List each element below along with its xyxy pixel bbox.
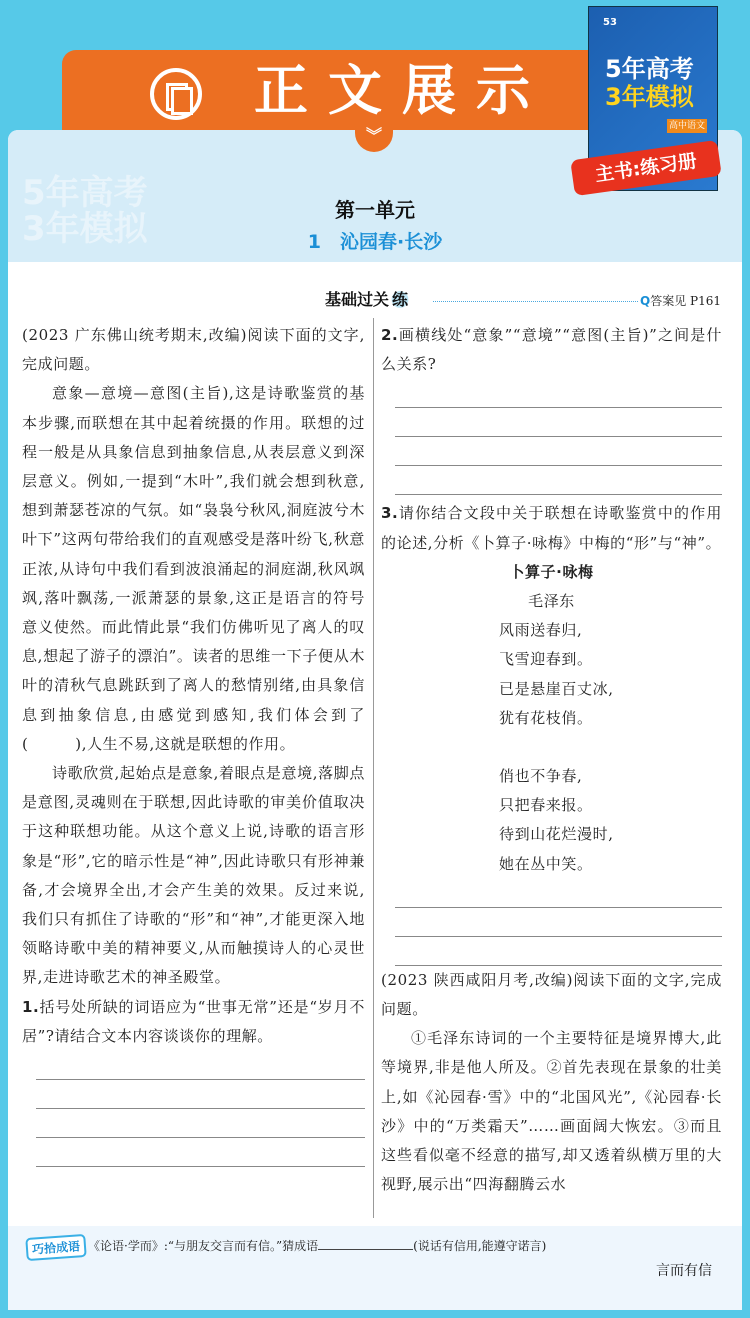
- answer-line[interactable]: [395, 437, 722, 466]
- idiom-hint: (说话有信用,能遵守诺言): [413, 1239, 547, 1253]
- poem-line: 待到山花烂漫时,: [499, 825, 614, 844]
- question-text: 请你结合文段中关于联想在诗歌鉴赏中的作用的论述,分析《卜算子·咏梅》中梅的“形”与“神”。: [381, 504, 722, 552]
- answer-line[interactable]: [395, 408, 722, 437]
- answer-ref-text: 答案见 P161: [650, 294, 721, 308]
- left-column: [22, 321, 365, 1167]
- chevron-down-icon: ︾: [355, 126, 393, 152]
- question-text: 括号处所缺的词语应为“世事无常”还是“岁月不居”?请结合文本内容谈谈你的理解。: [22, 997, 365, 1045]
- book-title: 5年高考: [605, 55, 694, 83]
- idiom-tag: 巧拾成语: [25, 1234, 86, 1261]
- poem-line: 犹有花枝俏。: [499, 708, 593, 727]
- passage-paragraph: ①毛泽东诗词的一个主要特征是境界博大,此等境界,非是他人所及。②首先表现在景象的壮美上,如《沁园春·雪》中的“北国风光”,《沁园春·长沙》中的“万类霜天”……画面阔大恢宏。③而且这些看似毫不经意的描写,却又透着纵横万里的大视野,展示出“四海翻腾云水: [381, 1029, 722, 1194]
- idiom-question: [88, 1238, 546, 1254]
- passage-source: (2023 陕西咸阳月考,改编)阅读下面的文字,完成问题。: [381, 970, 722, 1019]
- answer-line[interactable]: [395, 379, 722, 408]
- unit-title: 第一单元: [335, 198, 415, 222]
- watermark-line: 3年模拟: [22, 209, 148, 249]
- poem-author: 毛泽东: [528, 592, 575, 611]
- answer-ref: [640, 292, 721, 309]
- document-icon: [150, 68, 202, 120]
- poem-line: 她在丛中笑。: [499, 854, 593, 873]
- idiom-answer: 言而有信: [656, 1263, 712, 1279]
- book-subject: 高中语文: [669, 121, 706, 131]
- book-brand: 53: [603, 17, 617, 28]
- idiom-strip: [8, 1226, 742, 1310]
- question-3: [381, 499, 722, 557]
- passage-paragraph: 诗歌欣赏,起始点是意象,着眼点是意境,落脚点是意图,灵魂则在于联想,因此诗歌的审美价值取决于这种联想功能。从这个意义上说,诗歌的语言形象是“形”,它的暗示性是“神”,因此诗歌只有形神兼备,才会境界全出,才会产生美的效果。反过来说,我们只有抓住了诗歌的“形”和“神”,才能更深入地领略诗歌中美的精神要义,从而触摸诗人的心灵世界,走进诗歌艺术的神圣殿堂。: [22, 764, 365, 987]
- answer-line[interactable]: [395, 466, 722, 495]
- answer-line[interactable]: [395, 879, 722, 908]
- poem-line: 已是悬崖百丈冰,: [499, 679, 614, 698]
- dotted-divider: [433, 301, 638, 302]
- section-title: [325, 287, 411, 310]
- right-column: [381, 321, 722, 1199]
- banner-title: 正文展示: [254, 59, 550, 122]
- poem-line: 飞雪迎春到。: [499, 650, 593, 669]
- answer-line[interactable]: [36, 1080, 365, 1109]
- poem-title: 卜算子·咏梅: [509, 562, 594, 581]
- answer-line[interactable]: [36, 1051, 365, 1080]
- passage-source: (2023 广东佛山统考期末,改编)阅读下面的文字,完成问题。: [22, 326, 365, 374]
- column-divider: [373, 318, 374, 1218]
- answer-line[interactable]: [395, 908, 722, 937]
- question-2: [381, 321, 722, 379]
- answer-line[interactable]: [36, 1109, 365, 1138]
- poem-line: 只把春来报。: [499, 796, 593, 815]
- section-title-highlight: 练: [389, 290, 411, 309]
- book-title: 3年模拟: [605, 83, 694, 111]
- poem-line: 俏也不争春,: [499, 767, 583, 786]
- idiom-blank[interactable]: [318, 1249, 413, 1250]
- question-number: 2.: [381, 326, 399, 344]
- question-text: 画横线处“意象”“意境”“意图(主旨)”之间是什么关系?: [381, 326, 722, 374]
- passage-paragraph: 意象—意境—意图(主旨),这是诗歌鉴赏的基本步骤,而联想在其中起着统摄的作用。联想的过程一般是从具象信息到抽象信息,从表层意义到深层意义。例如,一提到“木叶”,我们就会想到秋意,想到萧瑟苍凉的气氛。如“袅袅兮秋风,洞庭波兮木叶下”这两句带给我们的直观感受是落叶纷飞,秋意正浓,从诗句中我们看到波浪涌起的洞庭湖,秋风飒飒,落叶飘荡,一派萧瑟的景象,这正是语言的符号意义使然。而此情此景“我们仿佛听见了离人的叹息,想起了游子的漂泊”。读者的思维一下子便从木叶的清秋气息跳跃到了离人的愁情别绪,由具象信息到抽象信息,由感觉到感知,我们体会到了( ),人生不易,这就是联想的作用。: [22, 384, 365, 753]
- poem-line: 风雨送春归,: [499, 621, 583, 640]
- book-ribbon: 主书:练习册: [570, 140, 722, 196]
- idiom-question-text: 《论语·学而》:“与朋友交言而有信。”猜成语: [88, 1239, 319, 1253]
- answer-line[interactable]: [395, 937, 722, 966]
- question-number: 1.: [22, 997, 40, 1016]
- search-icon: Q: [640, 294, 651, 308]
- lesson-title: 1 沁园春·长沙: [307, 231, 443, 253]
- question-number: 3.: [381, 504, 399, 523]
- watermark-line: 5年高考: [22, 173, 148, 213]
- question-1: [22, 993, 365, 1051]
- poem-stanza-gap: [381, 733, 722, 762]
- section-title-text: 基础过关: [325, 290, 390, 309]
- answer-line[interactable]: [36, 1138, 365, 1167]
- section-banner: [62, 50, 602, 135]
